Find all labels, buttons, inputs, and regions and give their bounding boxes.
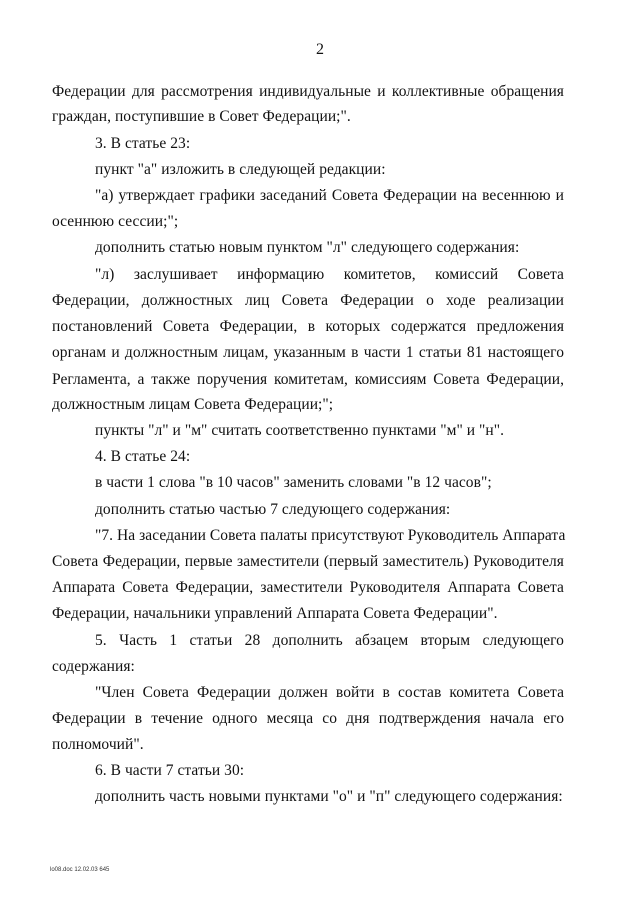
text-line: постановлений Совета Федерации, в которых содержатся предложения xyxy=(52,318,564,335)
text-line: 6. В части 7 статьи 30: xyxy=(95,762,245,779)
text-line: осеннюю сессии;"; xyxy=(52,213,179,230)
text-line: Совета Федерации, первые заместители (первый заместитель) Руководителя xyxy=(52,553,564,570)
text-line: содержания: xyxy=(52,658,135,675)
text-line: в части 1 слова "в 10 часов" заменить словами "в 12 часов"; xyxy=(95,474,492,491)
text-line: Федерации в течение одного месяца со дня подтверждения начала его xyxy=(52,710,564,727)
text-line: органам и должностным лицам, указанным в части 1 статьи 81 настоящего xyxy=(52,344,564,361)
text-line: Федерации, должностных лиц Совета Федерации о ходе реализации xyxy=(52,292,564,309)
text-line: граждан, поступившие в Совет Федерации;". xyxy=(52,108,351,125)
text-line: 5. Часть 1 статьи 28 дополнить абзацем вторым следующего xyxy=(95,632,564,649)
text-line: 3. В статье 23: xyxy=(95,135,191,152)
text-line: 4. В статье 24: xyxy=(95,448,191,465)
text-line: пункт "а" изложить в следующей редакции: xyxy=(95,161,386,178)
text-line: Федерации для рассмотрения индивидуальные и коллективные обращения xyxy=(52,83,564,100)
text-line: полномочий". xyxy=(52,736,144,753)
text-line: должностным лицам Совета Федерации;"; xyxy=(52,396,334,413)
text-line: Регламента, а также поручения комитетам, комиссиям Совета Федерации, xyxy=(52,371,564,388)
text-line: Аппарата Совета Федерации, заместители Руководителя Аппарата Совета xyxy=(52,579,564,596)
text-line: "а) утверждает графики заседаний Совета Федерации на весеннюю и xyxy=(95,187,564,204)
text-line: дополнить часть новыми пунктами "о" и "п" следующего содержания: xyxy=(95,788,563,805)
text-line: дополнить статью новым пунктом "л" следующего содержания: xyxy=(95,239,520,256)
text-line: дополнить статью частью 7 следующего содержания: xyxy=(95,501,451,518)
page-number: 2 xyxy=(316,41,324,58)
text-line: "л) заслушивает информацию комитетов, комиссий Совета xyxy=(95,266,564,283)
text-line: Федерации, начальники управлений Аппарата Совета Федерации". xyxy=(52,605,498,622)
text-line: "Член Совета Федерации должен войти в состав комитета Совета xyxy=(95,684,564,701)
footer-file-info: lo08.doc 12.02.03 645 xyxy=(50,867,110,873)
text-line: "7. На заседании Совета палаты присутствуют Руководитель Аппарата xyxy=(95,527,566,544)
text-line: пункты "л" и "м" считать соответственно пунктами "м" и "н". xyxy=(95,422,505,439)
